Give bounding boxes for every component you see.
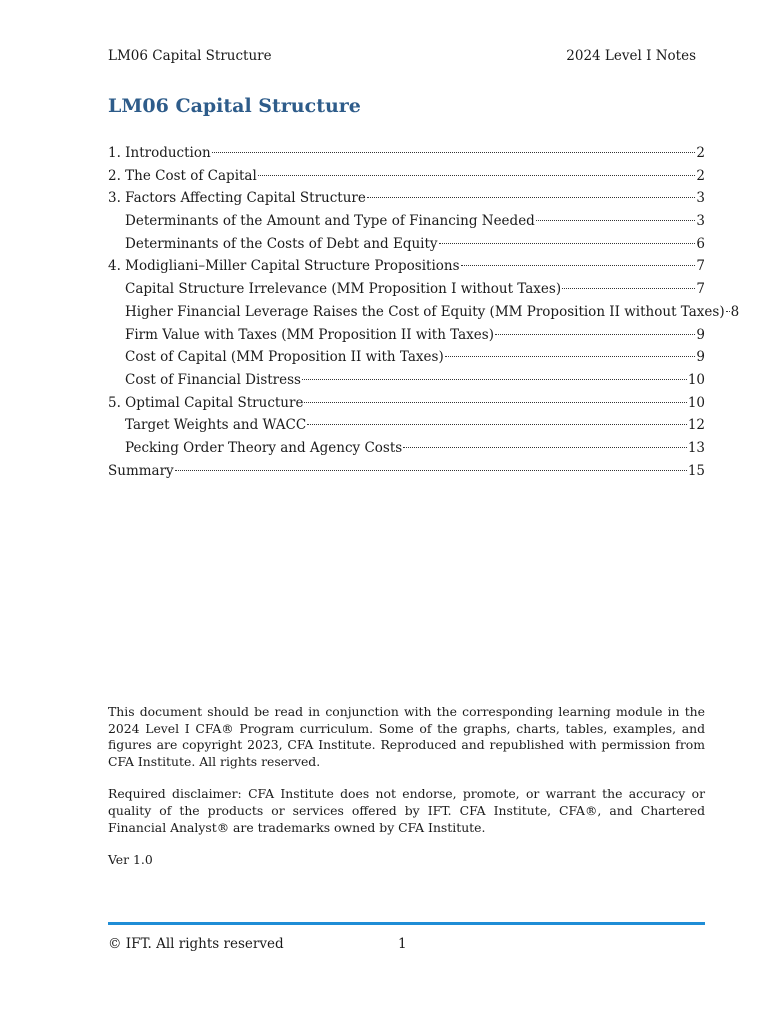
curriculum-notice: This document should be read in conjunction with the corresponding learning module in the 2024 Level I CFA® Program curriculum. Some of the graphs, charts, tables, examples, and figures are copyright 2023, CFA Institute. Reproduced and republished with permission from CFA Institute. All rights reserved. [108,704,705,769]
footer-copyright: © IFT. All rights reserved [108,936,284,952]
version-label: Ver 1.0 [108,852,153,868]
toc-entry-page: 6 [696,235,705,252]
toc-entry[interactable] [108,278,705,301]
toc-entry-label: 3. Factors Affecting Capital Structure [108,190,366,207]
toc-entry[interactable] [108,324,705,347]
toc-entry[interactable] [108,255,705,278]
toc-dot-leader [403,446,687,448]
toc-entry[interactable] [108,165,705,188]
toc-entry-label: Target Weights and WACC [125,417,307,434]
copyright-notice [108,704,705,885]
toc-entry-label: 4. Modigliani–Miller Capital Structure Propositions [108,258,460,275]
toc-entry-page: 7 [696,281,705,298]
toc-dot-leader [439,242,696,244]
toc-entry-page: 3 [696,190,705,207]
toc-entry[interactable] [108,369,705,392]
toc-entry-label: 2. The Cost of Capital [108,167,257,184]
required-disclaimer: Required disclaimer: CFA Institute does not endorse, promote, or warrant the accuracy or quality of the products or services offered by IFT. CFA Institute, CFA®, and Chartered Financial Analyst® are trademarks owned by CFA Institute. [108,786,705,835]
toc-dot-leader [258,174,696,176]
toc-dot-leader [302,378,687,380]
footer-divider [108,922,705,925]
toc-dot-leader [367,196,696,198]
toc-dot-leader [461,264,696,266]
toc-dot-leader [562,287,695,289]
toc-entry-page: 8 [730,303,740,320]
toc-entry-page: 12 [687,417,705,434]
toc-entry-label: Higher Financial Leverage Raises the Cost of Equity (MM Proposition II without Taxes) [125,303,725,320]
toc-entry-page: 7 [696,258,705,275]
toc-entry-label: Cost of Capital (MM Proposition II with Taxes) [125,349,444,366]
toc-entry[interactable] [108,437,705,460]
toc-entry-label: Summary [108,462,174,479]
toc-entry-page: 9 [696,326,705,343]
toc-entry[interactable] [108,233,705,256]
header-module-title: LM06 Capital Structure [108,48,272,64]
toc-entry-label: Capital Structure Irrelevance (MM Proposition I without Taxes) [125,281,562,298]
toc-entry-label: Determinants of the Amount and Type of Financing Needed [125,213,535,230]
toc-dot-leader [445,355,696,357]
toc-entry-page: 15 [687,462,705,479]
toc-entry-label: Pecking Order Theory and Agency Costs [125,439,403,456]
toc-entry-page: 2 [696,145,705,161]
page-title: LM06 Capital Structure [108,95,361,117]
toc-entry[interactable] [108,210,705,233]
toc-entry[interactable] [108,392,705,415]
toc-dot-leader [726,310,730,312]
footer-page-number: 1 [398,936,407,952]
toc-entry-page: 2 [696,167,705,184]
toc-entry-page: 13 [687,439,705,456]
toc-entry[interactable] [108,346,705,369]
table-of-contents [108,142,740,482]
toc-entry[interactable] [108,142,705,165]
toc-entry-label: Determinants of the Costs of Debt and Equity [125,235,438,252]
toc-dot-leader [304,401,686,403]
toc-entry[interactable] [108,301,740,324]
toc-dot-leader [536,219,696,221]
toc-entry-label: Cost of Financial Distress [125,371,301,388]
toc-dot-leader [175,469,687,471]
toc-entry-label: 1. Introduction [108,145,211,161]
toc-entry-label: Firm Value with Taxes (MM Proposition II with Taxes) [125,326,494,343]
toc-dot-leader [307,423,687,425]
header-edition: 2024 Level I Notes [566,48,696,64]
toc-entry[interactable] [108,460,705,483]
toc-dot-leader [212,151,696,153]
running-header [108,47,696,65]
toc-entry[interactable] [108,187,705,210]
toc-entry-page: 9 [696,349,705,366]
toc-entry-page: 10 [687,371,705,388]
toc-entry[interactable] [108,414,705,437]
toc-entry-page: 3 [696,213,705,230]
toc-dot-leader [495,333,695,335]
toc-entry-page: 10 [687,394,705,411]
toc-entry-label: 5. Optimal Capital Structure [108,394,304,411]
